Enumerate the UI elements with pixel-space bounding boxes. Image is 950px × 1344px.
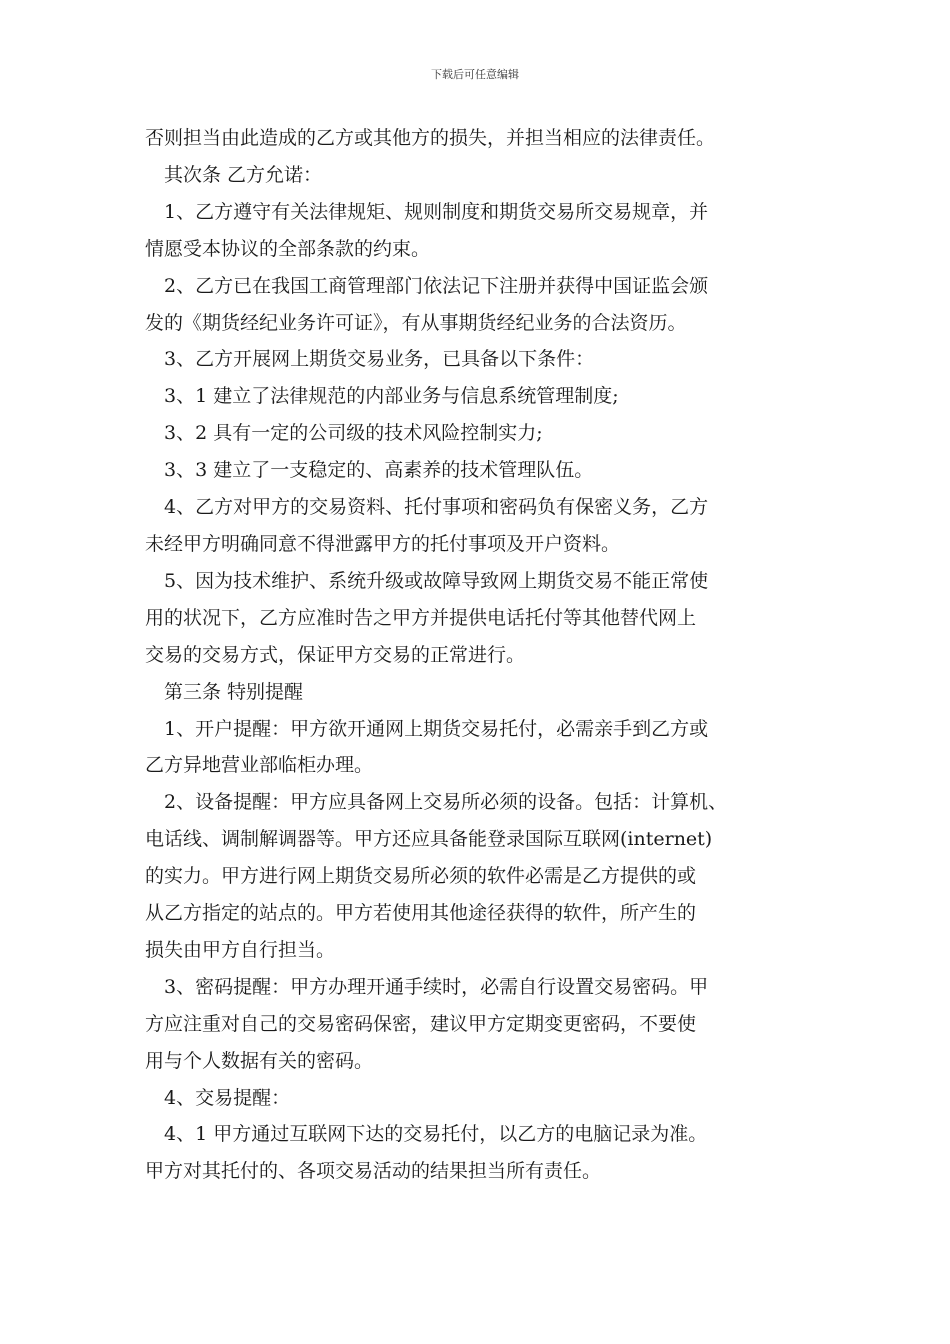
text-line: 其次条 乙方允诺：	[164, 163, 323, 186]
text-line: 损失由甲方自行担当。	[145, 938, 336, 961]
text-line: 的实力。甲方进行网上期货交易所必须的软件必需是乙方提供的或	[145, 865, 697, 888]
text-line: 未经甲方明确同意不得泄露甲方的托付事项及开户资料。	[145, 532, 621, 555]
document-body	[145, 120, 810, 1190]
text-line: 方应注重对自己的交易密码保密，建议甲方定期变更密码，不要使	[145, 1012, 697, 1035]
text-line: 1、乙方遵守有关法律规矩、规则制度和期货交易所交易规章，并	[164, 200, 709, 223]
text-line: 电话线、调制解调器等。甲方还应具备能登录国际互联网(internet)	[145, 828, 713, 851]
text-line: 否则担当由此造成的乙方或其他方的损失，并担当相应的法律责任。	[145, 127, 716, 149]
text-line: 3、乙方开展网上期货交易业务，已具备以下条件：	[164, 348, 595, 371]
page-header: 下载后可任意编辑	[431, 68, 519, 81]
text-line: 第三条 特别提醒	[164, 680, 304, 703]
text-line: 用的状况下，乙方应准时告之甲方并提供电话托付等其他替代网上	[145, 606, 697, 629]
text-line: 2、设备提醒：甲方应具备网上交易所必须的设备。包括：计算机、	[164, 791, 728, 814]
text-line: 发的《期货经纪业务许可证》，有从事期货经纪业务的合法资历。	[145, 311, 687, 334]
text-line: 交易的交易方式，保证甲方交易的正常进行。	[145, 643, 526, 666]
text-line: 用与个人数据有关的密码。	[145, 1049, 374, 1072]
text-line: 乙方异地营业部临柜办理。	[145, 754, 374, 777]
text-line: 4、交易提醒：	[164, 1086, 291, 1109]
text-line: 情愿受本协议的全部条款的约束。	[145, 237, 431, 260]
text-line: 3、1 建立了法律规范的内部业务与信息系统管理制度;	[164, 385, 619, 408]
text-line: 4、1 甲方通过互联网下达的交易托付，以乙方的电脑记录为准。	[164, 1123, 708, 1146]
text-line: 3、密码提醒：甲方办理开通手续时，必需自行设置交易密码。甲	[164, 975, 709, 998]
text-line: 3、3 建立了一支稳定的、高素养的技术管理队伍。	[164, 459, 594, 482]
text-line: 4、乙方对甲方的交易资料、托付事项和密码负有保密义务，乙方	[164, 496, 709, 519]
text-line: 2、乙方已在我国工商管理部门依法记下注册并获得中国证监会颁	[164, 274, 709, 297]
text-line: 从乙方指定的站点的。甲方若使用其他途径获得的软件，所产生的	[145, 902, 697, 925]
text-line: 甲方对其托付的、各项交易活动的结果担当所有责任。	[145, 1160, 602, 1183]
text-line: 1、开户提醒：甲方欲开通网上期货交易托付，必需亲手到乙方或	[164, 717, 709, 740]
text-line: 5、因为技术维护、系统升级或故障导致网上期货交易不能正常使	[164, 569, 709, 592]
text-line: 3、2 具有一定的公司级的技术风险控制实力;	[164, 422, 543, 445]
